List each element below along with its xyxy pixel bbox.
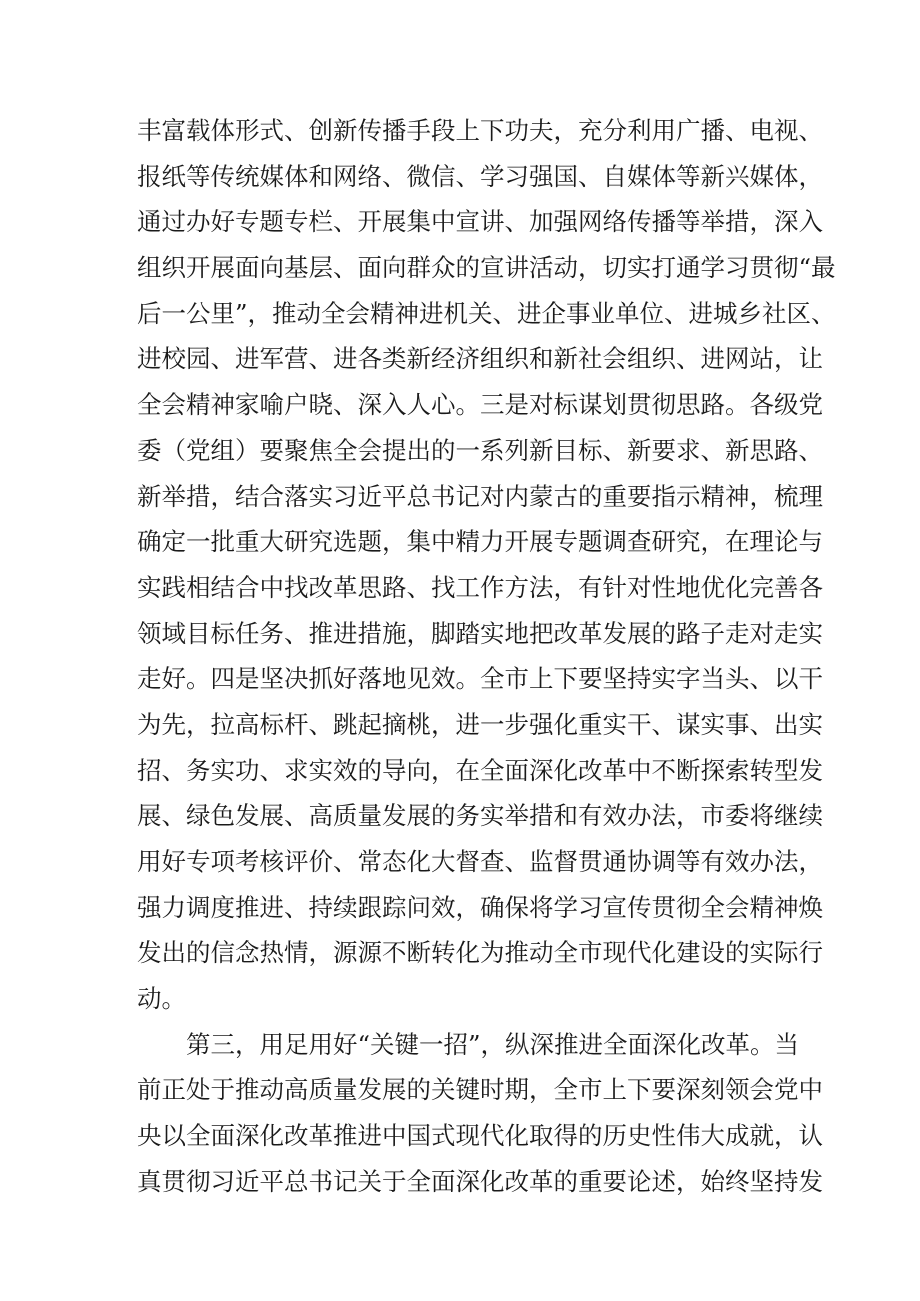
text-line: 央以全面深化改革推进中国式现代化取得的历史性伟大成就，认	[137, 1121, 823, 1151]
text-line: 动。	[137, 984, 186, 1014]
text-line: 领域目标任务、推进措施，脚踏实地把改革发展的路子走对走实	[137, 618, 823, 648]
text-line: 新举措，结合落实习近平总书记对内蒙古的重要指示精神，梳理	[137, 481, 823, 511]
text-line: 前正处于推动高质量发展的关键时期，全市上下要深刻领会党中	[137, 1075, 823, 1105]
text-line: 全会精神家喻户晓、深入人心。三是对标谋划贯彻思路。各级党	[137, 390, 823, 420]
text-line: 招、务实功、求实效的导向，在全面深化改革中不断探索转型发	[137, 755, 823, 785]
text-line: 第三，用足用好“关键一招”，纵深推进全面深化改革。当	[186, 1029, 800, 1059]
text-line: 后一公里”，推动全会精神进机关、进企事业单位、进城乡社区、	[137, 298, 836, 328]
text-line: 报纸等传统媒体和网络、微信、学习强国、自媒体等新兴媒体，	[137, 161, 823, 191]
text-line: 丰富载体形式、创新传播手段上下功夫，充分利用广播、电视、	[137, 116, 823, 145]
text-line: 组织开展面向基层、面向群众的宣讲活动，切实打通学习贯彻“最	[137, 253, 836, 283]
text-line: 确定一批重大研究选题，集中精力开展专题调查研究，在理论与	[137, 527, 823, 557]
text-line: 走好。四是坚决抓好落地见效。全市上下要坚持实字当头、以干	[137, 664, 823, 694]
text-line: 通过办好专题专栏、开展集中宣讲、加强网络传播等举措，深入	[137, 207, 823, 237]
text-line: 进校园、进军营、进各类新经济组织和新社会组织、进网站，让	[137, 344, 823, 374]
text-line: 强力调度推进、持续跟踪问效，确保将学习宣传贯彻全会精神焕	[137, 892, 823, 922]
text-line: 为先，拉高标杆、跳起摘桃，进一步强化重实干、谋实事、出实	[137, 709, 823, 739]
text-line: 实践相结合中找改革思路、找工作方法，有针对性地优化完善各	[137, 572, 823, 602]
document-body	[137, 108, 836, 1205]
text-line: 真贯彻习近平总书记关于全面深化改革的重要论述，始终坚持发	[137, 1166, 823, 1196]
paragraph-1	[137, 108, 836, 1022]
text-line: 发出的信念热情，源源不断转化为推动全市现代化建设的实际行	[137, 938, 823, 968]
paragraph-2	[137, 1022, 823, 1205]
text-line: 委（党组）要聚焦全会提出的一系列新目标、新要求、新思路、	[137, 435, 823, 465]
text-line: 用好专项考核评价、常态化大督查、监督贯通协调等有效办法，	[137, 847, 823, 876]
text-line: 展、绿色发展、高质量发展的务实举措和有效办法，市委将继续	[137, 801, 823, 831]
